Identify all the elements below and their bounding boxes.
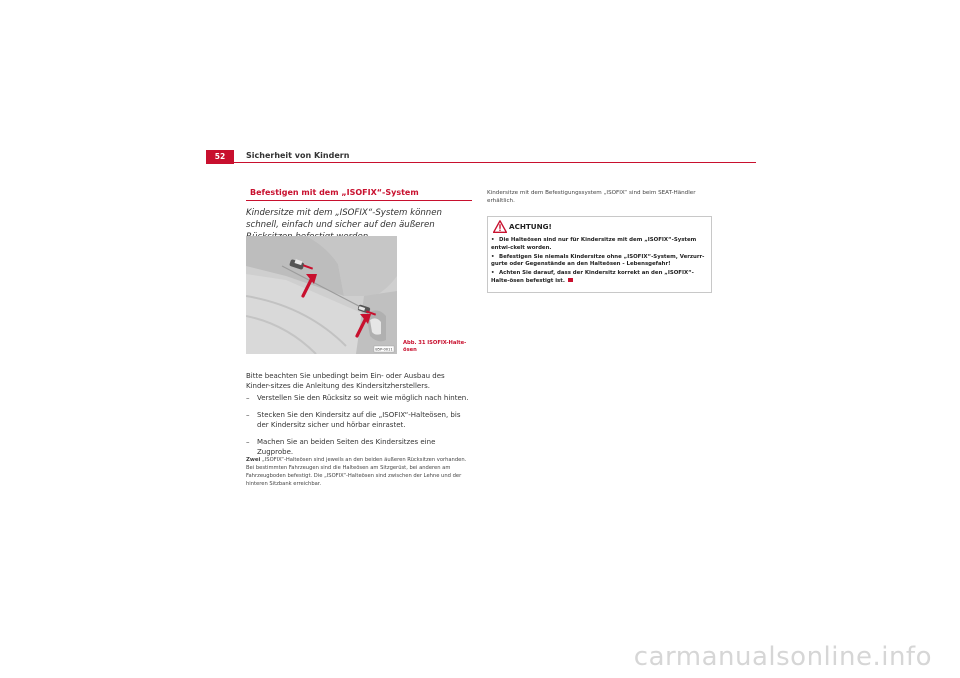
warning-item-text: Befestigen Sie niemals Kindersitze ohne „ISOFIX“-System, Verzurr-gurte oder Gegenstände an den Halteösen - Lebensgefahr! [491, 253, 705, 267]
warning-box [487, 216, 712, 293]
warning-item [491, 254, 709, 269]
footnote-text: „ISOFIX“-Halteösen sind jeweils an den beiden äußeren Rücksitzen vorhanden. Bei bestimmten Fahrzeugen sind die Halteösen am Sitzgerüst, bei anderen am Fahrzeugboden befestigt. Die „ISOFIX“-Halteösen sind zwischen der Lehne und der hinteren Sitzbank erreichbar. [246, 457, 467, 487]
list-item [246, 437, 471, 457]
bullet-icon: • [491, 253, 495, 260]
figure-caption: Abb. 31 ISOFIX-Halte-ösen [403, 340, 467, 353]
right-intro: Kindersitze mit dem Befestigungssystem „ISOFIX“ sind beim SEAT-Händler erhältlich. [487, 190, 696, 204]
bullet-icon: • [491, 237, 495, 243]
list-item-text: Stecken Sie den Kindersitz auf die „ISOFIX“-Halteösen, bis der Kindersitz sicher und hörbar einrastet. [257, 411, 461, 429]
warning-header [488, 217, 711, 236]
running-title: Sicherheit von Kindern [246, 151, 350, 160]
dash-marker: – [246, 411, 250, 419]
list-item-text: Machen Sie an beiden Seiten des Kindersitzes eine Zugprobe. [257, 438, 436, 456]
list-item-text: Verstellen Sie den Rücksitz so weit wie möglich nach hinten. [257, 394, 469, 402]
warning-item [491, 270, 709, 285]
footnote [246, 456, 471, 488]
warning-list [491, 237, 709, 287]
warning-item-text: Achten Sie darauf, dass der Kindersitz korrekt an den „ISOFIX“-Halte-ösen befestigt ist. [491, 270, 694, 284]
list-item [246, 410, 471, 430]
body-paragraph: Bitte beachten Sie unbedingt beim Ein- oder Ausbau des Kinder-sitzes die Anleitung des Kindersitzherstellers. [246, 372, 445, 390]
dash-marker: – [246, 394, 250, 402]
warning-title: ACHTUNG! [509, 222, 552, 231]
section-intro: Kindersitze mit dem „ISOFIX“-System können schnell, einfach und sicher auf den äußeren [246, 208, 442, 230]
figure-code: B5P-0011 [375, 347, 393, 352]
warning-item [491, 237, 709, 252]
warning-triangle-icon [493, 220, 507, 233]
header-rule [206, 162, 756, 163]
list-item [246, 393, 471, 403]
watermark: carmanualsonline.info [633, 642, 932, 672]
footnote-lead: Zwei [246, 457, 261, 463]
bullet-icon: • [491, 270, 495, 276]
dash-marker: – [246, 438, 250, 446]
seat-illustration [246, 236, 397, 354]
section-title: Befestigen mit dem „ISOFIX“-System [246, 188, 472, 201]
section-end-icon [568, 278, 573, 282]
isofix-figure [246, 236, 397, 354]
warning-item-text: Die Halteösen sind nur für Kindersitze mit dem „ISOFIX“-System entwi-ckelt worden. [491, 237, 697, 251]
page-number: 52 [206, 150, 234, 164]
